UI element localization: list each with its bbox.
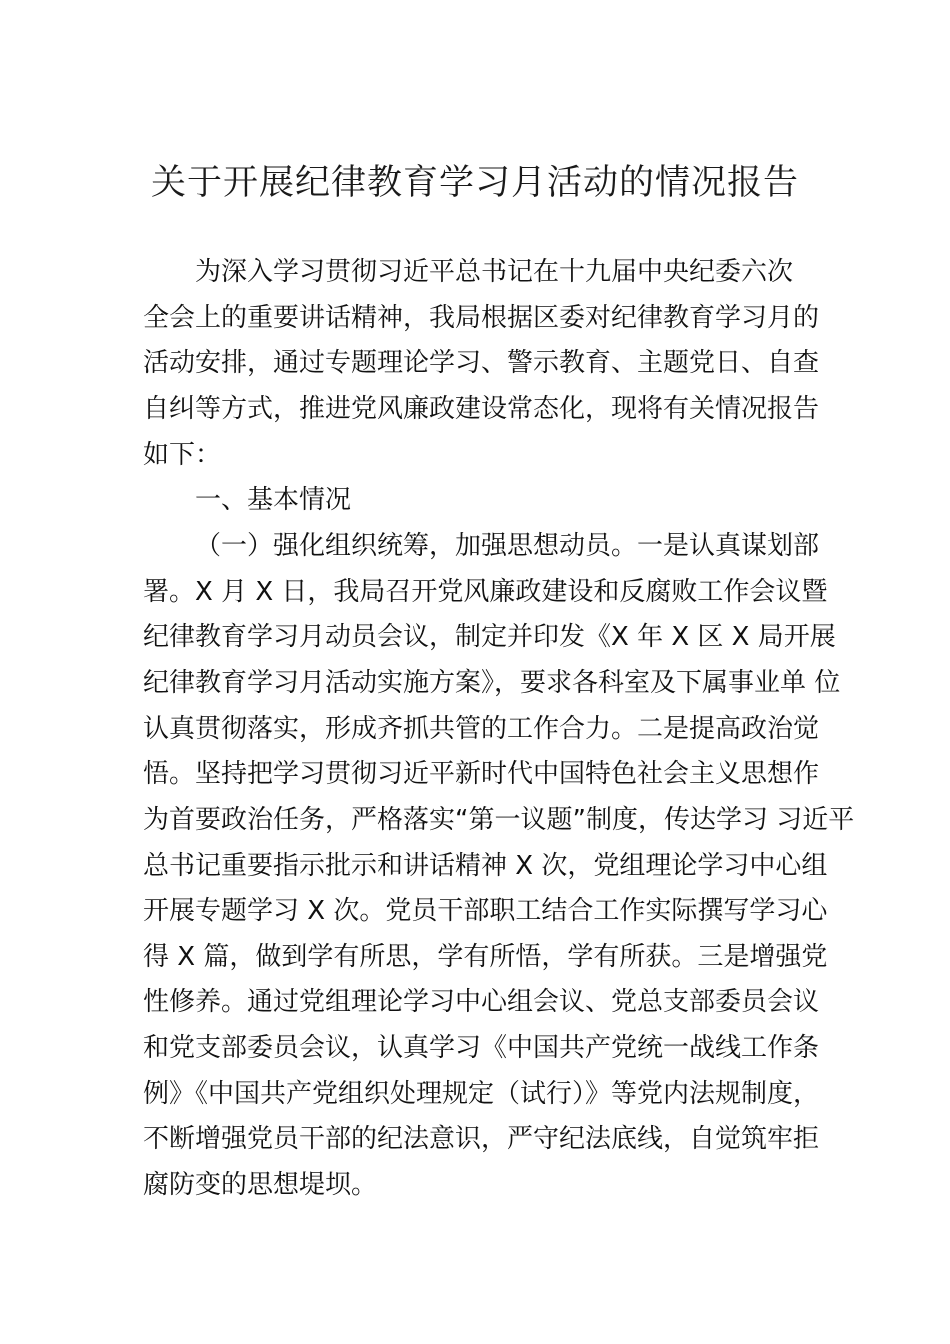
intro-line: 全会上的重要讲话精神，我局根据区委对纪律教育学习月的 [143,303,820,333]
body-line: 和党支部委员会议，认真学习《中国共产党统一战线工作条 [143,1033,820,1063]
body-line: 性修养。通过党组理论学习中心组会议、党总支部委员会议 [143,987,820,1017]
body-line: 不断增强党员干部的纪法意识，严守纪法底线，自觉筑牢拒 [143,1124,820,1154]
intro-line: 自纠等方式，推进党风廉政建设常态化，现将有关情况报告 [143,394,820,424]
intro-line: 为深入学习贯彻习近平总书记在十九届中央纪委六次 [195,257,794,287]
body-line: 例》《中国共产党组织处理规定（试行）》等党内法规制度， [143,1079,820,1109]
body-line: 总书记重要指示批示和讲话精神 X 次，党组理论学习中心组 [143,851,828,881]
section-heading: 一、基本情况 [195,485,352,515]
intro-line: 活动安排，通过专题理论学习、警示教育、主题党日、自查 [143,348,820,378]
body-line: 得 X 篇，做到学有所思，学有所悟，学有所获。三是增强党 [143,942,828,972]
body-line: 腐防变的思想堤坝。 [143,1170,378,1200]
body-line: 为首要政治任务，严格落实“第一议题”制度，传达学习 习近平 [143,805,855,835]
body-line: 署。X 月 X 日，我局召开党风廉政建设和反腐败工作会议暨 [143,577,828,607]
body-line: 纪律教育学习月动员会议，制定并印发《X 年 X 区 X 局开展 [143,622,836,652]
body-line: （一）强化组织统筹，加强思想动员。一是认真谋划部 [195,531,820,561]
body-line: 开展专题学习 X 次。党员干部职工结合工作实际撰写学习心 [143,896,828,926]
document-title: 关于开展纪律教育学习月活动的情况报告 [150,163,799,203]
body-line: 认真贯彻落实，形成齐抓共管的工作合力。二是提高政治觉 [143,714,820,744]
body-line: 悟。坚持把学习贯彻习近平新时代中国特色社会主义思想作 [143,759,820,789]
intro-line: 如下： [143,440,222,470]
body-line: 纪律教育学习月活动实施方案》，要求各科室及下属事业单 位 [143,668,841,698]
